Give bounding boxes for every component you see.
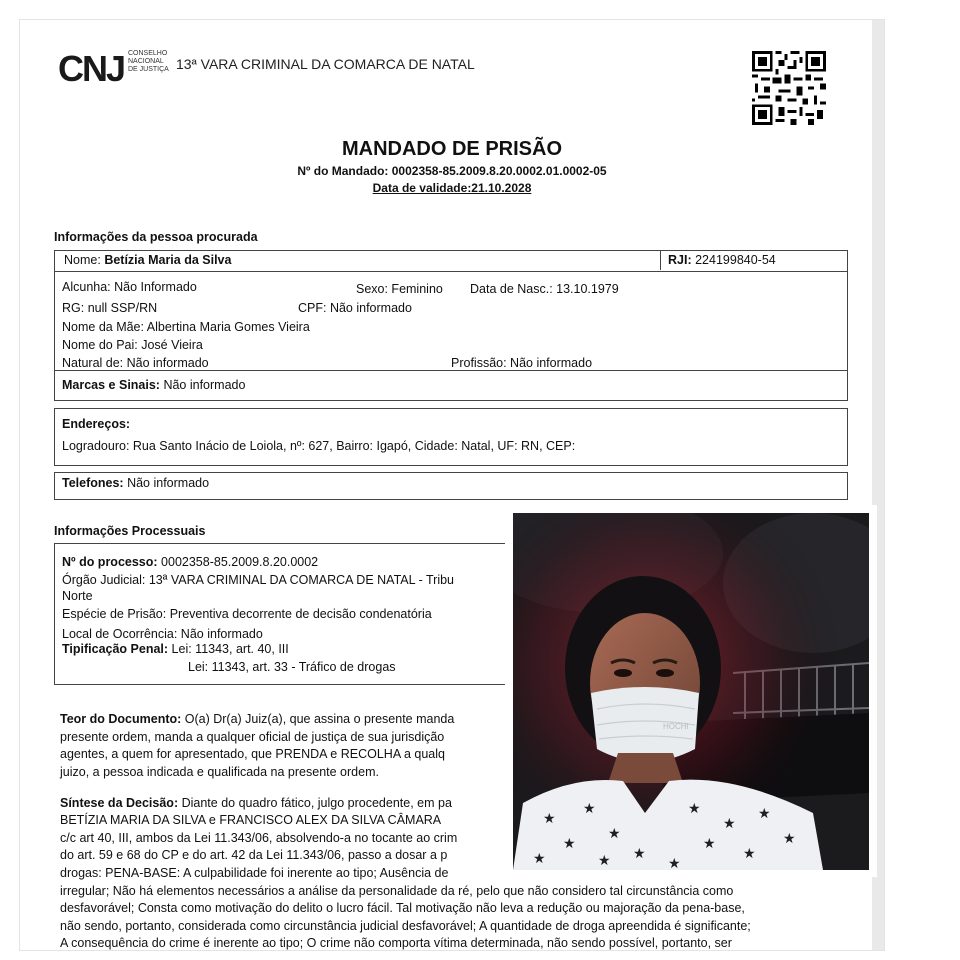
mask-print: HOCHI <box>663 722 689 731</box>
sintese-line-6: irregular; Não há elementos necessários a análise da personalidade da ré, pelo que não considero tal circunstância como <box>60 884 734 898</box>
svg-text:★: ★ <box>533 850 546 866</box>
teor-line-4: juizo, a pessoa indicada e qualificada na presente ordem. <box>60 765 379 779</box>
document-title: MANDADO DE PRISÃO <box>341 138 562 160</box>
svg-text:★: ★ <box>608 825 621 841</box>
svg-text:★: ★ <box>543 810 556 826</box>
numero-processo: Nº do processo: 0002358-85.2009.8.20.0002 <box>62 555 319 569</box>
sexo: Sexo: Feminino <box>356 282 443 296</box>
svg-text:★: ★ <box>688 800 701 816</box>
cnj-logo: CNJ <box>58 48 125 89</box>
sintese-line-2: BETÍZIA MARIA DA SILVA e FRANCISCO ALEX DA SILVA CÂMARA <box>60 813 442 827</box>
tipificacao-penal-2: Lei: 11343, art. 33 - Tráfico de drogas <box>188 660 396 674</box>
profissao: Profissão: Não informado <box>451 356 593 370</box>
logradouro: Logradouro: Rua Santo Inácio de Loiola, nº: 627, Bairro: Igapó, Cidade: Natal, UF: RN, CEP: <box>62 439 576 453</box>
alcunha: Alcunha: Não Informado <box>62 280 197 294</box>
enderecos-box <box>54 408 848 466</box>
teor-line-1: Teor do Documento: O(a) Dr(a) Juiz(a), que assina o presente manda <box>60 712 455 726</box>
warrant-number: Nº do Mandado: 0002358-85.2009.8.20.0002.01.0002-05 <box>297 164 607 178</box>
portrait-image <box>513 513 869 870</box>
svg-text:★: ★ <box>598 852 611 868</box>
qr-code-icon <box>752 50 826 126</box>
process-section-heading: Informações Processuais <box>54 524 206 538</box>
person-name: Betízia Maria da Silva <box>104 253 232 267</box>
orgao-judicial-cont: Norte <box>62 589 93 603</box>
svg-text:★: ★ <box>743 845 756 861</box>
nome-pai: Nome do Pai: José Vieira <box>62 338 203 352</box>
rji-field: RJI: 224199840-54 <box>668 253 776 267</box>
sintese-line-3: c/c art 40, III, ambos da Lei 11.343/06, absolvendo-a no tocante ao crim <box>60 831 458 845</box>
nome-mae: Nome da Mãe: Albertina Maria Gomes Vieira <box>62 320 310 334</box>
svg-text:★: ★ <box>783 830 796 846</box>
person-section-heading: Informações da pessoa procurada <box>54 230 258 244</box>
sintese-line-1: Síntese da Decisão: Diante do quadro fático, julgo procedente, em pa <box>60 796 452 810</box>
rji-value: 224199840-54 <box>695 253 776 267</box>
sintese-line-9: A consequência do crime é inerente ao tipo; O crime não comporta vítima determinada, não sendo possível, portanto, ser <box>60 936 732 950</box>
svg-text:★: ★ <box>703 835 716 851</box>
data-nascimento: Data de Nasc.: 13.10.1979 <box>470 282 619 296</box>
telefones: Telefones: Não informado <box>62 476 210 490</box>
svg-text:★: ★ <box>563 835 576 851</box>
svg-text:★: ★ <box>758 805 771 821</box>
svg-text:★: ★ <box>668 855 681 870</box>
cpf: CPF: Não informado <box>298 301 412 315</box>
natural-de: Natural de: Não informado <box>62 356 209 370</box>
validity-date: Data de validade:21.10.2028 <box>372 181 532 195</box>
svg-text:★: ★ <box>723 815 736 831</box>
svg-text:★: ★ <box>633 845 646 861</box>
sintese-line-4: do art. 59 e 68 do CP e do art. 42 da Lei 11.343/06, passo a dosar a p <box>60 848 448 862</box>
rg: RG: null SSP/RN <box>62 301 158 315</box>
orgao-judicial: Órgão Judicial: 13ª VARA CRIMINAL DA COMARCA DE NATAL - Tribu <box>62 573 455 587</box>
marcas-sinais: Marcas e Sinais: Não informado <box>62 378 246 392</box>
enderecos-label: Endereços: <box>62 417 131 431</box>
sintese-line-5: drogas: PENA-BASE: A culpabilidade foi inerente ao tipo; Ausência de <box>60 866 449 880</box>
suspect-photo <box>513 513 869 870</box>
court-name: 13ª VARA CRIMINAL DA COMARCA DE NATAL <box>176 56 475 72</box>
teor-line-3: agentes, a quem for apresentado, que PRENDA e RECOLHA a qualq <box>60 747 445 761</box>
name-field: Nome: Betízia Maria da Silva <box>64 253 232 267</box>
especie-prisao: Espécie de Prisão: Preventiva decorrente de decisão condenatória <box>62 607 432 621</box>
sintese-line-7: desfavorável; Consta como motivação do delito o lucro fácil. Tal motivação não leva a redução ou majoração da pena-base, <box>60 901 745 915</box>
tipificacao-penal: Tipificação Penal: Lei: 11343, art. 40, III <box>62 642 289 656</box>
local-ocorrencia: Local de Ocorrência: Não informado <box>62 627 263 641</box>
sintese-line-8: não sendo, portanto, considerada como circunstância judicial desfavorável; A quantidade de droga apreendida é significante; <box>60 919 751 933</box>
cnj-logo-subtitle: CONSELHO NACIONAL DE JUSTIÇA <box>128 50 169 73</box>
svg-text:★: ★ <box>583 800 596 816</box>
teor-line-2: presente ordem, manda a qualquer oficial de justiça de sua jurisdição <box>60 730 445 744</box>
